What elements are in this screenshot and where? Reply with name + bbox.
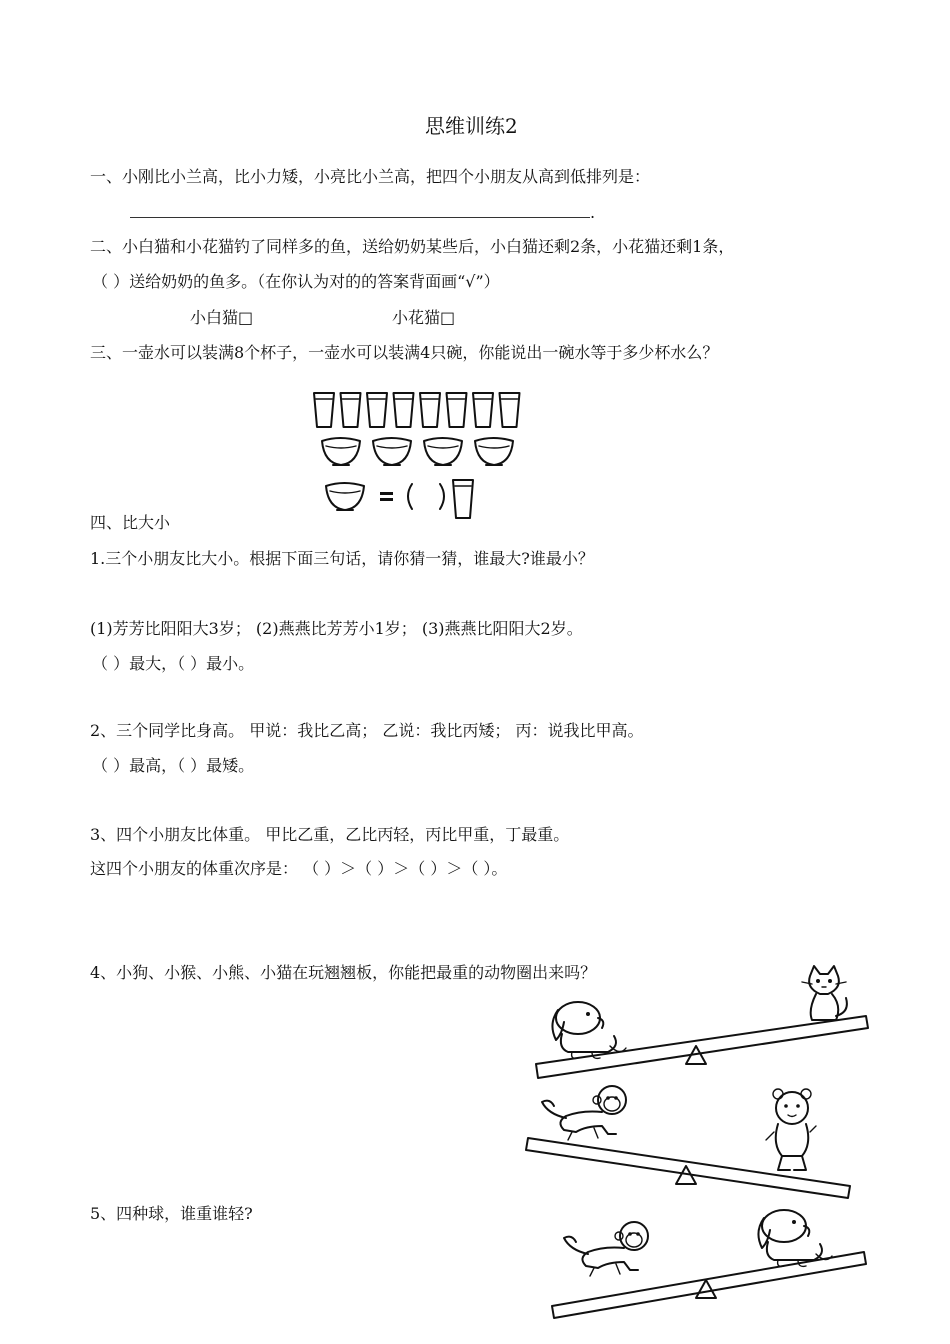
bowl-icon bbox=[424, 438, 462, 465]
monkey-icon bbox=[564, 1222, 648, 1276]
single-cup-icon bbox=[453, 480, 473, 518]
bowl-icon bbox=[373, 438, 411, 465]
q1-text: 一、小刚比小兰高，比小力矮，小亮比小兰高，把四个小朋友从高到低排列是： bbox=[90, 167, 651, 186]
q4-p1-clues: (1)芳芳比阳阳大3岁； (2)燕燕比芳芳小1岁； (3)燕燕比阳阳大2岁。 bbox=[90, 619, 583, 638]
seesaw-3 bbox=[552, 1210, 866, 1318]
monkey-icon bbox=[542, 1086, 626, 1140]
cup-icon bbox=[314, 393, 334, 427]
cup-icon bbox=[500, 393, 520, 427]
cup-icon bbox=[394, 393, 414, 427]
bowl-row bbox=[322, 438, 513, 465]
cup-row bbox=[314, 393, 520, 427]
cups-bowls-figure bbox=[300, 385, 540, 525]
cup-icon bbox=[420, 393, 440, 427]
q4-p5-text: 5、四种球，谁重谁轻? bbox=[90, 1204, 253, 1223]
q1-answer-line[interactable] bbox=[130, 217, 590, 218]
q2-line2: （ ）送给奶奶的鱼多。（在你认为对的的答案背面画“√”） bbox=[92, 272, 500, 291]
bowl-icon bbox=[475, 438, 513, 465]
bear-icon bbox=[766, 1089, 816, 1170]
q2-line1: 二、小白猫和小花猫钓了同样多的鱼，送给奶奶某些后，小白猫还剩2条，小花猫还剩1条， bbox=[90, 237, 735, 256]
q2-option-flower-cat[interactable]: 小花猫□ bbox=[392, 308, 456, 327]
dog-icon bbox=[758, 1210, 832, 1266]
q4-heading: 四、比大小 bbox=[90, 513, 171, 532]
cup-icon bbox=[341, 393, 361, 427]
seesaw-2 bbox=[526, 1086, 850, 1198]
page-title: 思维训练2 bbox=[425, 114, 518, 138]
single-bowl-icon bbox=[326, 483, 364, 510]
cup-icon bbox=[473, 393, 493, 427]
q4-p3-answer[interactable]: 这四个小朋友的体重次序是： （ ）＞（ ）＞（ ）＞（ ）。 bbox=[90, 859, 508, 878]
equals-sign-icon bbox=[380, 492, 393, 501]
q1-line-end: . bbox=[590, 203, 596, 222]
q2-option-white-cat[interactable]: 小白猫□ bbox=[190, 308, 254, 327]
empty-parentheses-icon bbox=[408, 484, 444, 509]
q4-p3-text: 3、四个小朋友比体重。 甲比乙重，乙比丙轻，丙比甲重，丁最重。 bbox=[90, 825, 570, 844]
cup-icon bbox=[367, 393, 387, 427]
cat-icon bbox=[802, 966, 847, 1020]
q4-p1-intro: 1.三个小朋友比大小。根据下面三句话，请你猜一猜，谁最大?谁最小？ bbox=[90, 549, 594, 568]
cup-icon bbox=[447, 393, 467, 427]
q4-p1-answer[interactable]: （ ）最大，（ ）最小。 bbox=[92, 654, 255, 673]
seesaw-1 bbox=[536, 966, 868, 1078]
q4-p2-answer[interactable]: （ ）最高，（ ）最矮。 bbox=[92, 756, 255, 775]
seesaw-illustrations bbox=[520, 960, 890, 1340]
q4-p2-text: 2、三个同学比身高。 甲说：我比乙高； 乙说：我比丙矮； 丙：说我比甲高。 bbox=[90, 721, 644, 740]
dog-icon bbox=[552, 1002, 626, 1058]
q4-p4-text: 4、小狗、小猴、小熊、小猫在玩翘翘板，你能把最重的动物圈出来吗？ bbox=[90, 963, 597, 982]
bowl-icon bbox=[322, 438, 360, 465]
q3-text: 三、一壶水可以装满8个杯子，一壶水可以装满4只碗，你能说出一碗水等于多少杯水么？ bbox=[90, 343, 719, 362]
